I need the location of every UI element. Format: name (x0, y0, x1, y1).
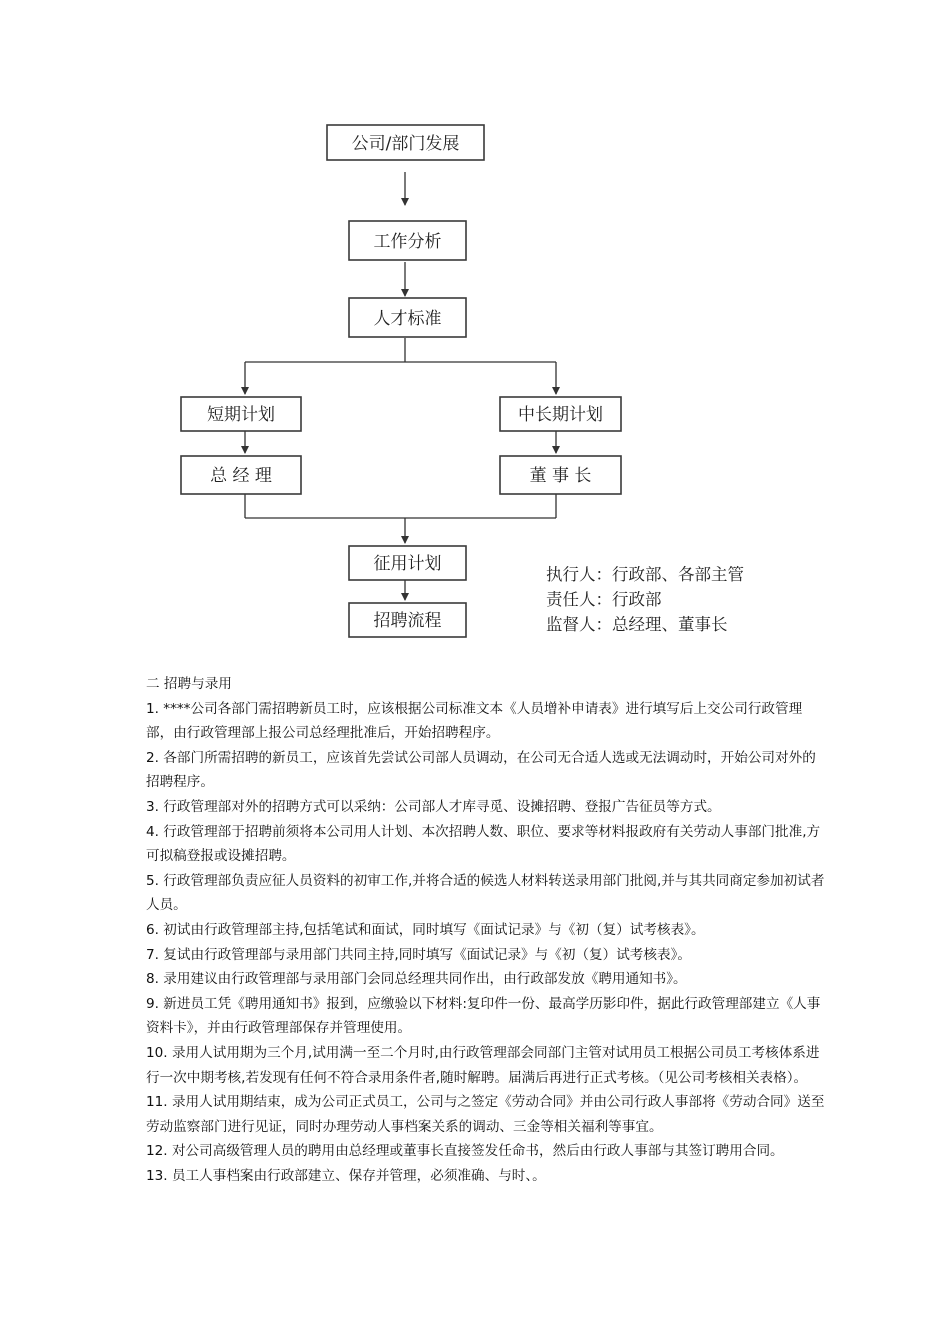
node-recruit-process (349, 603, 466, 637)
list-item: 5. 行政管理部负责应征人员资料的初审工作,并将合适的候选人材料转送录用部门批阅,并与其共同商定参加初试者人员。 (146, 872, 825, 914)
list-item: 4. 行政管理部于招聘前须将本公司用人计划、本次招聘人数、职位、要求等材料报政府有关劳动人事部门批准,方可拟稿登报或设摊招聘。 (146, 823, 821, 865)
node-label: 总 经 理 (210, 466, 272, 486)
list-item: 3. 行政管理部对外的招聘方式可以采纳：公司部人才库寻觅、设摊招聘、登报广告征员等方式。 (146, 798, 721, 815)
node-label: 征用计划 (373, 554, 442, 574)
list-item: 1. ****公司各部门需招聘新员工时，应该根据公司标准文本《人员增补申请表》进行填写后上交公司行政管理部，由行政管理部上报公司总经理批准后，开始招聘程序。 (146, 700, 803, 742)
recruitment-section (146, 672, 826, 1188)
node-short-term-plan (181, 397, 301, 431)
list-item: 11. 录用人试用期结束，成为公司正式员工，公司与之签定《劳动合同》并由公司行政人事部将《劳动合同》送至劳动监察部门进行见证，同时办理劳动人事档案关系的调动、三金等相关福利等事宜。 (146, 1094, 825, 1135)
node-job-analysis (349, 221, 466, 260)
node-mid-long-term-plan (500, 397, 621, 431)
list-item: 10. 录用人试用期为三个月,试用满一至二个月时,由行政管理部会同部门主管对试用员工根据公司员工考核体系进行一次中期考核,若发现有任何不符合录用条件者,随时解聘。届满后再进行正式考核。（见公司考核相关表格）。 (146, 1044, 820, 1086)
list-item: 2. 各部门所需招聘的新员工，应该首先尝试公司部人员调动，在公司无合适人选或无法调动时，开始公司对外的招聘程序。 (146, 749, 816, 791)
node-recruit-plan (349, 546, 466, 580)
list-item: 6. 初试由行政管理部主持,包括笔试和面试，同时填写《面试记录》与《初（复）试考核表》。 (146, 921, 705, 938)
list-item: 8. 录用建议由行政管理部与录用部门会同总经理共同作出，由行政部发放《聘用通知书》。 (146, 971, 687, 988)
recruitment-flowchart (0, 0, 950, 660)
node-label: 公司/部门发展 (351, 134, 460, 154)
list-item: 9. 新进员工凭《聘用通知书》报到，应缴验以下材料:复印件一份、最高学历影印件，据此行政管理部建立《人事资料卡》，并由行政管理部保存并管理使用。 (146, 995, 821, 1037)
node-talent-standard (349, 298, 466, 337)
node-general-manager (181, 456, 301, 494)
node-label: 招聘流程 (373, 611, 442, 631)
node-label: 中长期计划 (518, 405, 603, 425)
node-chairman (500, 456, 621, 494)
node-label: 董 事 长 (529, 466, 592, 486)
node-label: 工作分析 (373, 232, 442, 252)
section-title: 二 招聘与录用 (146, 676, 232, 692)
note-responsible: 责任人：行政部 (546, 590, 662, 609)
node-label: 人才标准 (373, 309, 442, 329)
node-company-development (327, 125, 484, 160)
note-supervisor: 监督人：总经理、董事长 (546, 615, 728, 634)
list-item: 13. 员工人事档案由行政部建立、保存并管理，必须准确、与时、。 (146, 1167, 546, 1184)
node-label: 短期计划 (207, 405, 275, 425)
note-executor: 执行人：行政部、各部主管 (546, 565, 744, 584)
role-notes (546, 565, 744, 634)
list-item: 12. 对公司高级管理人员的聘用由总经理或董事长直接签发任命书，然后由行政人事部与其签订聘用合同。 (146, 1143, 784, 1160)
list-item: 7. 复试由行政管理部与录用部门共同主持,同时填写《面试记录》与《初（复）试考核表》。 (146, 946, 691, 963)
